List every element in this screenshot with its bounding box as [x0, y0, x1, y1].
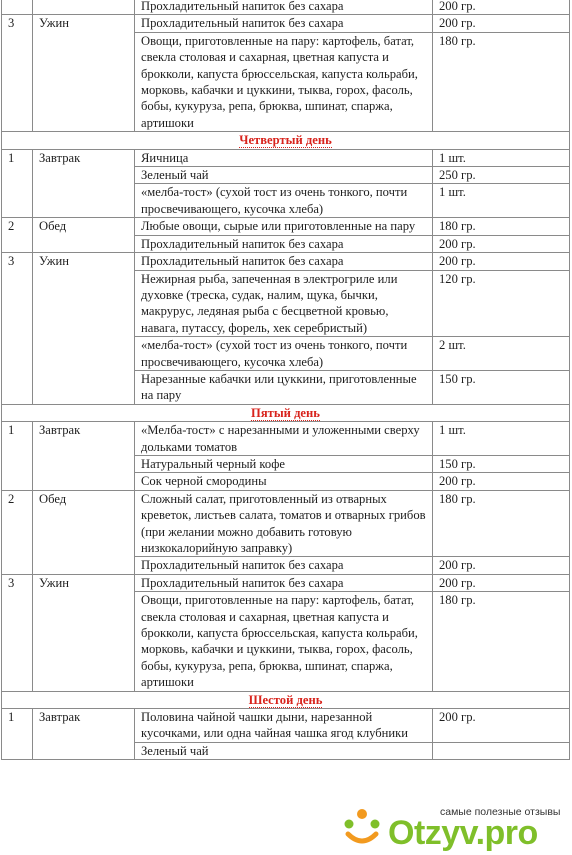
quantity-cell: 200 гр. — [433, 253, 570, 270]
quantity-cell: 120 гр. — [433, 270, 570, 337]
quantity-cell: 200 гр. — [433, 0, 570, 15]
dish-cell: «мелба-тост» (сухой тост из очень тонкого, почти просвечивающего, кусочка хлеба) — [135, 184, 433, 218]
quantity-cell: 180 гр. — [433, 490, 570, 557]
dish-cell: Зеленый чай — [135, 167, 433, 184]
meal-name: Обед — [33, 218, 135, 253]
meal-number: 2 — [2, 490, 33, 574]
quantity-cell: 150 гр. — [433, 455, 570, 472]
dish-cell: Нежирная рыба, запеченная в электрогриле или духовке (треска, судак, налим, щука, бычки, макрурус, ледяная рыба с бесцветной кровью, навага, путассу, форель, хек серебристый) — [135, 270, 433, 337]
table-row — [2, 490, 570, 557]
table-row — [2, 0, 570, 15]
quantity-cell: 200 гр. — [433, 709, 570, 743]
dish-cell: Прохладительный напиток без сахара — [135, 557, 433, 574]
dish-cell: Овощи, приготовленные на пару: картофель, батат, свекла столовая и сахарная, цветная капуста и брокколи, капуста брюссельская, капуста кольраби, морковь, кабачки и цуккини, тыква, горох, фасоль, бобы, кукуруза, репа, брюква, шпинат, спаржа, артишоки — [135, 592, 433, 691]
quantity-cell: 1 шт. — [433, 184, 570, 218]
dish-cell: Прохладительный напиток без сахара — [135, 0, 433, 15]
quantity-cell: 200 гр. — [433, 473, 570, 490]
dish-cell: Половина чайной чашки дыни, нарезанной кусочками, или одна чайная чашка ягод клубники — [135, 709, 433, 743]
day-header-row — [2, 691, 570, 708]
dish-cell: Нарезанные кабачки или цуккини, приготовленные на пару — [135, 370, 433, 404]
meal-number — [2, 0, 33, 15]
table-row — [2, 709, 570, 743]
dish-cell: Зеленый чай — [135, 742, 433, 759]
dish-cell: «мелба-тост» (сухой тост из очень тонкого, почти просвечивающего, кусочка хлеба) — [135, 337, 433, 371]
day-header-row — [2, 132, 570, 149]
meal-number: 3 — [2, 15, 33, 132]
dish-cell: Яичница — [135, 149, 433, 166]
table-row — [2, 149, 570, 166]
quantity-cell: 180 гр. — [433, 32, 570, 131]
meal-number: 1 — [2, 709, 33, 760]
otzyv-logo-icon — [340, 806, 384, 850]
meal-number: 1 — [2, 422, 33, 491]
quantity-cell: 1 шт. — [433, 149, 570, 166]
quantity-cell — [433, 742, 570, 759]
meal-name: Ужин — [33, 574, 135, 691]
meal-number: 2 — [2, 218, 33, 253]
dish-cell: Сложный салат, приготовленный из отварных креветок, листьев салата, томатов и отварных грибов (при желании можно добавить готовую низкокалорийную заправку) — [135, 490, 433, 557]
meal-name: Обед — [33, 490, 135, 574]
table-row — [2, 422, 570, 456]
day-header-row — [2, 404, 570, 421]
quantity-cell: 150 гр. — [433, 370, 570, 404]
dish-cell: Прохладительный напиток без сахара — [135, 15, 433, 32]
meal-number: 1 — [2, 149, 33, 218]
quantity-cell: 200 гр. — [433, 557, 570, 574]
meal-number: 3 — [2, 574, 33, 691]
table-row — [2, 15, 570, 32]
day-title: Четвертый день — [239, 133, 332, 148]
quantity-cell: 2 шт. — [433, 337, 570, 371]
quantity-cell: 200 гр. — [433, 235, 570, 252]
dish-cell: Прохладительный напиток без сахара — [135, 235, 433, 252]
table-row — [2, 253, 570, 270]
dish-cell: Сок черной смородины — [135, 473, 433, 490]
dish-cell: Натуральный черный кофе — [135, 455, 433, 472]
meal-name: Завтрак — [33, 709, 135, 760]
meal-name — [33, 0, 135, 15]
dish-cell: «Мелба-тост» с нарезанными и уложенными сверху дольками томатов — [135, 422, 433, 456]
quantity-cell: 250 гр. — [433, 167, 570, 184]
meal-name: Завтрак — [33, 149, 135, 218]
meal-name: Ужин — [33, 253, 135, 405]
watermark-tagline: самые полезные отзывы — [440, 806, 561, 818]
day-title: Шестой день — [248, 692, 323, 707]
quantity-cell: 180 гр. — [433, 592, 570, 691]
dish-cell: Прохладительный напиток без сахара — [135, 253, 433, 270]
quantity-cell: 180 гр. — [433, 218, 570, 235]
quantity-cell: 200 гр. — [433, 574, 570, 591]
meal-plan-table — [1, 0, 570, 760]
dish-cell: Овощи, приготовленные на пару: картофель, батат, свекла столовая и сахарная, цветная капуста и брокколи, капуста брюссельская, капуста кольраби, морковь, кабачки и цуккини, тыква, горох, фасоль, бобы, кукуруза, репа, брюква, шпинат, спаржа, артишоки — [135, 32, 433, 131]
meal-number: 3 — [2, 253, 33, 405]
table-row — [2, 574, 570, 591]
table-row — [2, 218, 570, 235]
meal-name: Завтрак — [33, 422, 135, 491]
watermark-brand[interactable]: Otzyv.pro — [388, 814, 538, 852]
dish-cell: Любые овощи, сырые или приготовленные на пару — [135, 218, 433, 235]
quantity-cell: 1 шт. — [433, 422, 570, 456]
quantity-cell: 200 гр. — [433, 15, 570, 32]
day-title: Пятый день — [251, 405, 320, 420]
meal-name: Ужин — [33, 15, 135, 132]
dish-cell: Прохладительный напиток без сахара — [135, 574, 433, 591]
